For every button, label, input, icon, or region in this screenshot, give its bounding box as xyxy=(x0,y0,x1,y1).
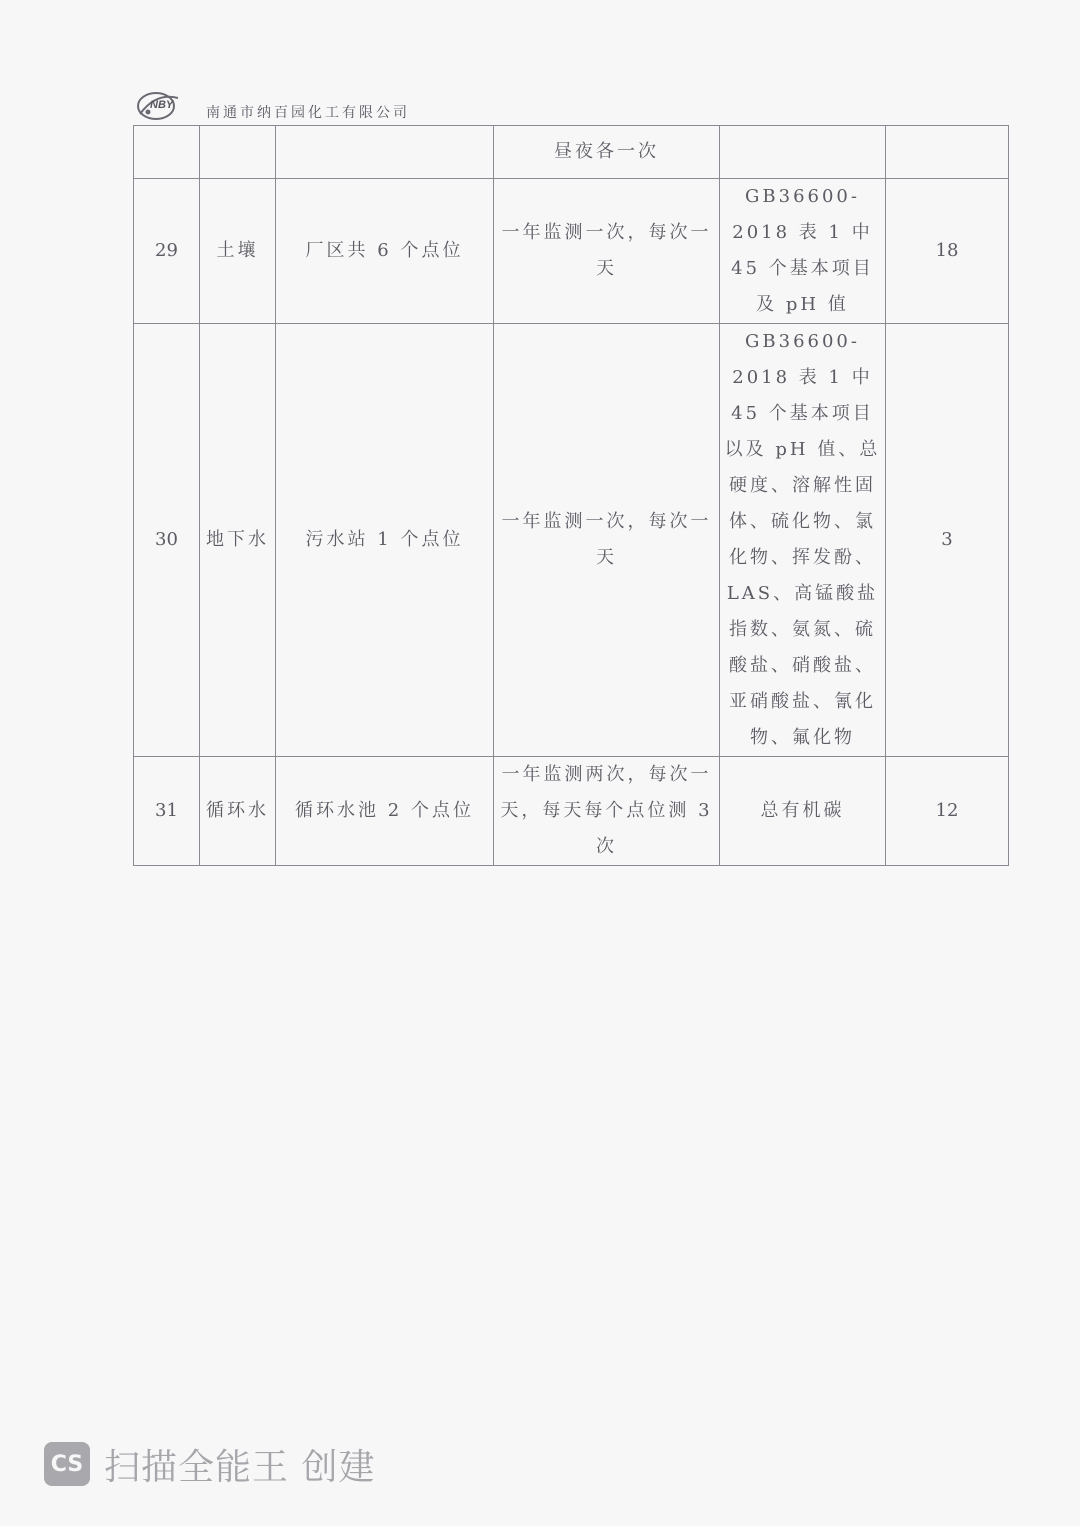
company-name: 南通市纳百园化工有限公司 xyxy=(206,105,410,121)
cell-frequency: 昼夜各一次 xyxy=(494,126,720,179)
cell-items: GB36600-2018 表 1 中 45 个基本项目及 pH 值 xyxy=(720,179,886,324)
cell-no: 31 xyxy=(134,757,200,866)
cell-category xyxy=(200,126,276,179)
scanner-watermark xyxy=(44,1440,375,1488)
cell-category: 地下水 xyxy=(200,324,276,757)
table-row xyxy=(134,126,1009,179)
cell-count: 18 xyxy=(886,179,1009,324)
cell-category: 土壤 xyxy=(200,179,276,324)
cell-location: 厂区共 6 个点位 xyxy=(276,179,494,324)
cell-frequency: 一年监测一次，每次一天 xyxy=(494,179,720,324)
cell-items xyxy=(720,126,886,179)
cell-frequency: 一年监测两次，每次一天，每天每个点位测 3 次 xyxy=(494,757,720,866)
cell-items: 总有机碳 xyxy=(720,757,886,866)
cell-category: 循环水 xyxy=(200,757,276,866)
cell-count: 12 xyxy=(886,757,1009,866)
cell-no: 29 xyxy=(134,179,200,324)
table-row xyxy=(134,324,1009,757)
table-row xyxy=(134,179,1009,324)
watermark-text: 扫描全能王 创建 xyxy=(104,1446,376,1488)
camscanner-icon: CS xyxy=(44,1442,90,1486)
cell-count xyxy=(886,126,1009,179)
cell-location: 污水站 1 个点位 xyxy=(276,324,494,757)
cell-items: GB36600-2018 表 1 中 45 个基本项目以及 pH 值、总硬度、溶解性固体、硫化物、氯化物、挥发酚、LAS、高锰酸盐指数、氨氮、硫酸盐、硝酸盐、亚硝酸盐、氰化物、氟化物 xyxy=(720,324,886,757)
logo-text: NBY xyxy=(150,99,174,111)
cell-no xyxy=(134,126,200,179)
cell-frequency: 一年监测一次，每次一天 xyxy=(494,324,720,757)
monitoring-table xyxy=(133,125,1009,866)
cell-count: 3 xyxy=(886,324,1009,757)
table-row xyxy=(134,757,1009,866)
cell-location: 循环水池 2 个点位 xyxy=(276,757,494,866)
document-header xyxy=(134,88,454,124)
cell-no: 30 xyxy=(134,324,200,757)
company-logo xyxy=(134,88,198,122)
cell-location xyxy=(276,126,494,179)
